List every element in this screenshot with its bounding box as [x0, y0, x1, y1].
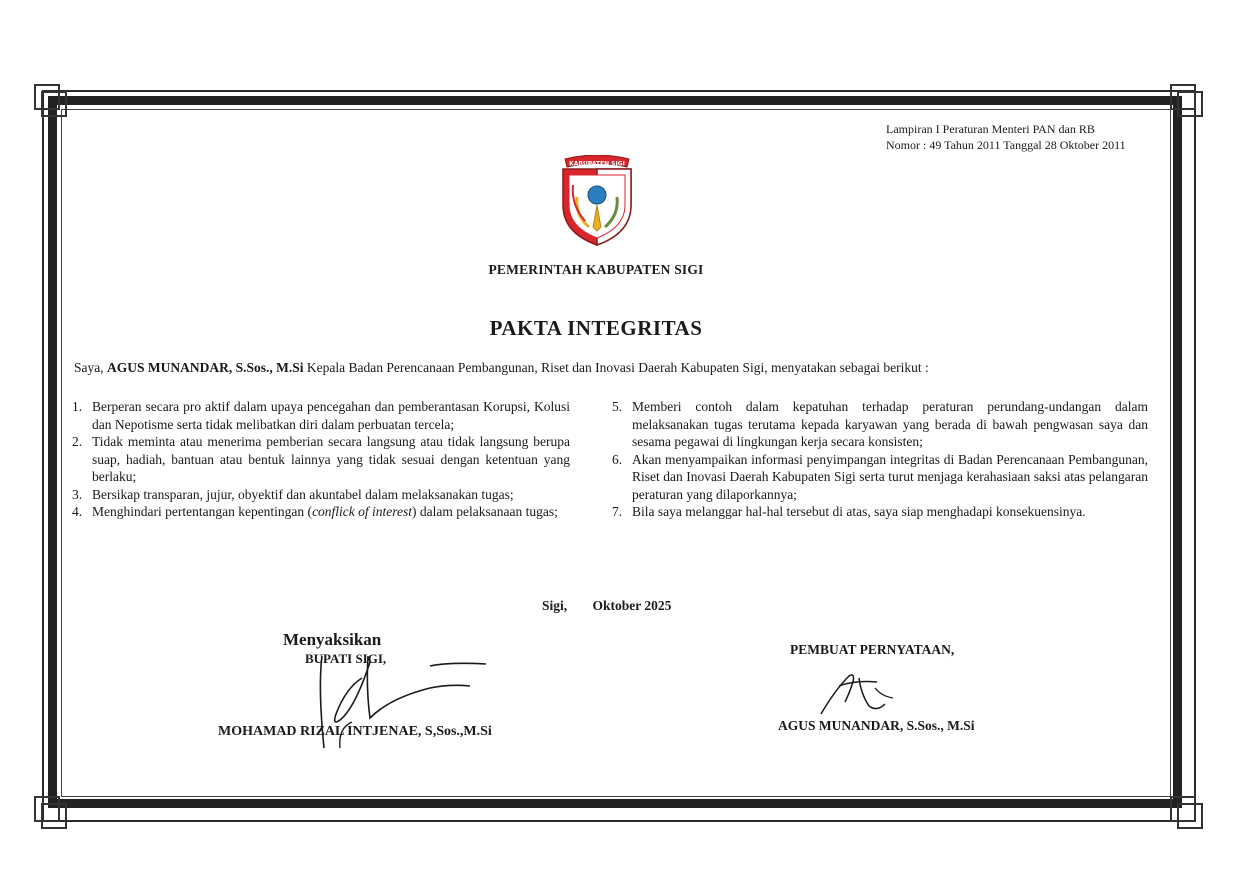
- list-item-number: 2.: [72, 434, 83, 449]
- attachment-reference: [886, 121, 1176, 153]
- list-item-number: 7.: [612, 504, 623, 519]
- frame-corner-bottom-left: [34, 796, 64, 826]
- intro-prefix: Saya,: [74, 360, 104, 375]
- intro-statement: [74, 360, 1164, 376]
- kabupaten-sigi-emblem: [557, 155, 637, 247]
- witness-label: Menyaksikan: [283, 630, 382, 649]
- intro-name: AGUS MUNANDAR, S.Sos., M.Si: [107, 360, 304, 375]
- list-item-number: 6.: [612, 451, 623, 467]
- statement-list-left: [72, 398, 570, 521]
- list-item-text-after: ) dalam pelaksanaan tugas;: [412, 504, 558, 519]
- government-heading: PEMERINTAH KABUPATEN SIGI: [488, 262, 704, 277]
- list-item-text: Bersikap transparan, jujur, obyektif dan akuntabel dalam melaksanakan tugas;: [92, 486, 514, 502]
- frame-corner-top-left: [34, 84, 64, 114]
- intro-suffix: Kepala Badan Perencanaan Pembangunan, Riset dan Inovasi Daerah Kabupaten Sigi, menyatakan sebagai berikut :: [306, 360, 929, 375]
- list-item-text: Tidak meminta atau menerima pemberian secara langsung atau tidak langsung berupa suap, hadiah, bantuan atau bentuk lainnya yang tidak sesuai dengan ketentuan yang berlaku;: [92, 434, 570, 484]
- emblem-banner-text: KABUPATEN SIGI: [569, 160, 625, 168]
- list-item-text: Memberi contoh dalam kepatuhan terhadap peraturan perundang-undangan dalam melaksanakan tugas terutama kepada karyawan yang berada di bawah pengwasan saya dan sesama pegawai di lingkungan kerja secara konsisten;: [632, 399, 1148, 449]
- frame-corner-top-right: [1170, 84, 1200, 114]
- list-item-number: 4.: [72, 504, 83, 519]
- frame-corner-bottom-right: [1170, 796, 1200, 826]
- list-item: [72, 486, 570, 504]
- list-item: [72, 433, 570, 486]
- list-item: [612, 398, 1148, 451]
- attachment-reference-line2: Nomor : 49 Tahun 2011 Tanggal 28 Oktober 2011: [886, 138, 1126, 152]
- list-item-number: 1.: [72, 399, 83, 414]
- attachment-reference-line1: Lampiran I Peraturan Menteri PAN dan RB: [886, 122, 1095, 136]
- witness-name: MOHAMAD RIZAL INTJENAE, S,Sos.,M.Si: [218, 724, 492, 739]
- list-item-text: [92, 503, 570, 521]
- declarant-name: AGUS MUNANDAR, S.Sos., M.Si: [778, 718, 975, 733]
- witness-signature: [300, 648, 500, 758]
- document-title: PAKTA INTEGRITAS: [489, 316, 703, 340]
- declarant-label: PEMBUAT PERNYATAAN,: [790, 642, 955, 657]
- witness-role: BUPATI SIGI,: [305, 651, 387, 666]
- list-item: [72, 398, 570, 433]
- list-item-number: 5.: [612, 399, 623, 414]
- declarant-signature: [815, 668, 905, 720]
- list-item-text: Akan menyampaikan informasi penyimpangan integritas di Badan Perencanaan Pembangunan, Riset dan Inovasi Daerah Kabupaten Sigi serta turut menjaga kerahasiaan saksi atas pelangaran peraturan yang dilaporkannya;: [632, 451, 1148, 502]
- signing-date: Oktober 2025: [592, 598, 672, 613]
- list-item-text-italic: conflick of interest: [312, 504, 413, 519]
- list-item: [612, 503, 1148, 521]
- list-item: [72, 503, 570, 521]
- list-item-text: Berperan secara pro aktif dalam upaya pencegahan dan pemberantasan Korupsi, Kolusi dan Nepotisme serta tidak melibatkan diri dalam perbuatan tercela;: [92, 399, 570, 432]
- statement-list-right: [612, 398, 1148, 521]
- list-item-number: 3.: [72, 486, 83, 502]
- place-and-date: [542, 598, 693, 614]
- list-item-text-before: Menghindari pertentangan kepentingan (: [92, 504, 313, 519]
- list-item: [612, 451, 1148, 504]
- signing-place: Sigi,: [542, 598, 568, 613]
- list-item-text: Bila saya melanggar hal-hal tersebut di atas, saya siap menghadapi konsekuensinya.: [632, 504, 1086, 519]
